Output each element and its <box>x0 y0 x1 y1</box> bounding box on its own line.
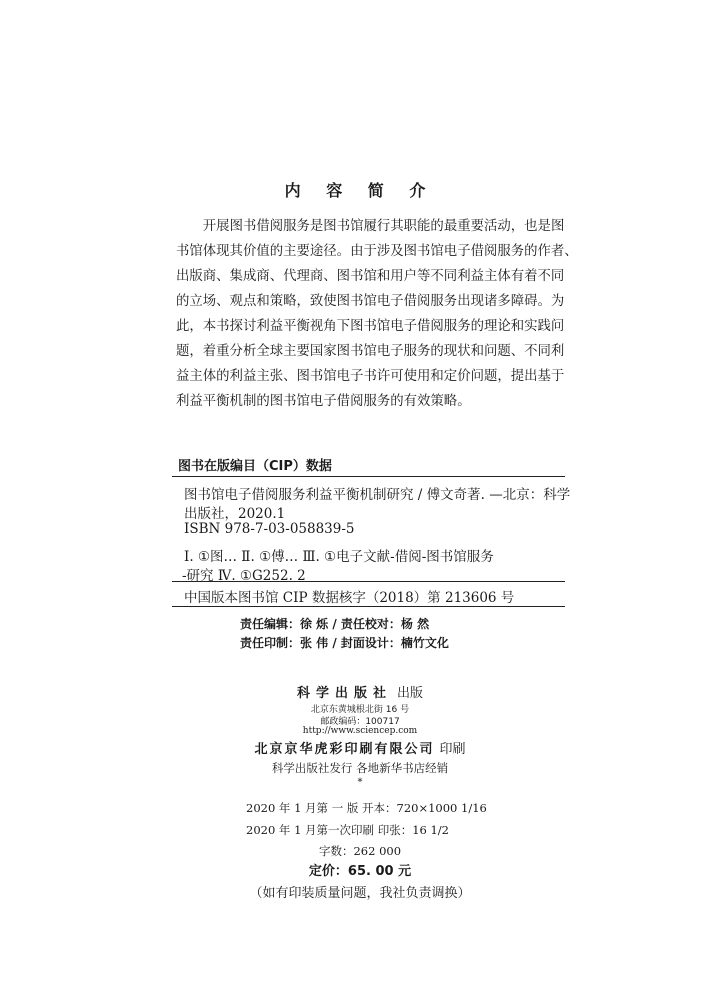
staff-editors: 责任编辑：徐 烁 / 责任校对：杨 然 <box>240 617 430 631</box>
summary-paragraph <box>176 214 578 414</box>
printer-line <box>0 738 720 757</box>
cip-bottom-rule <box>172 606 565 607</box>
staff-printing-cover: 责任印制：张 伟 / 封面设计：楠竹文化 <box>240 636 449 650</box>
cip-record-line: 图书馆电子借阅服务利益平衡机制研究 / 傅文奇著. —北京：科学 <box>184 487 571 503</box>
edition-line: 2020 年 1 月第 一 版 开本：720×1000 1/16 <box>246 801 487 815</box>
publisher-address: 北京东黄城根北街 16 号 <box>310 705 410 715</box>
quality-notice: （如有印装质量问题，我社负责调换） <box>249 886 471 901</box>
publisher-postcode: 邮政编码：100717 <box>320 717 400 727</box>
summary-title: 内 容 简 介 <box>284 181 436 200</box>
cip-classification: -研究 Ⅳ. ①G252. 2 <box>182 568 306 584</box>
cip-top-rule <box>172 476 565 477</box>
printing-line: 2020 年 1 月第一次印刷 印张：16 1/2 <box>246 823 450 837</box>
summary-line: 利益平衡机制的图书馆电子借阅服务的有效策略。 <box>176 394 471 409</box>
cip-mid-rule <box>172 581 565 582</box>
summary-line: 出版商、集成商、代理商、图书馆和用户等不同利益主体有着不同 <box>176 269 565 284</box>
cip-record-line: 出版社，2020.1 <box>184 506 286 522</box>
separator-asterisk: * <box>357 777 363 788</box>
distribution-line: 科学出版社发行 各地新华书店经销 <box>271 761 449 775</box>
publisher-website: http://www.sciencep.com <box>302 726 418 736</box>
cip-isbn: ISBN 978-7-03-058839-5 <box>184 521 355 537</box>
summary-line: 书馆体现其价值的主要途径。由于涉及图书馆电子借阅服务的作者、 <box>176 244 578 259</box>
summary-line: 开展图书借阅服务是图书馆履行其职能的最重要活动，也是图 <box>202 219 565 234</box>
summary-line: 的立场、观点和策略，致使图书馆电子借阅服务出现诸多障碍。为 <box>176 294 565 309</box>
printer-name: 北京京华虎彩印刷有限公司 <box>254 742 435 757</box>
publisher-line <box>0 682 720 701</box>
summary-line: 益主体的利益主张、图书馆电子书许可使用和定价问题，提出基于 <box>176 369 565 384</box>
cip-classification: Ⅰ. ①图… Ⅱ. ①傅… Ⅲ. ①电子文献-借阅-图书馆服务 <box>184 549 494 565</box>
printer-suffix: 印刷 <box>439 742 466 757</box>
cip-heading: 图书在版编目（CIP）数据 <box>178 459 332 474</box>
cip-number: 中国版本图书馆 CIP 数据核字（2018）第 213606 号 <box>184 590 515 606</box>
price: 定价：65. 00 元 <box>308 864 412 879</box>
publisher-name: 科学出版社 <box>296 686 392 701</box>
summary-line: 题，着重分析全球主要国家图书馆电子服务的现状和问题、不同利 <box>176 344 565 359</box>
summary-line: 此，本书探讨利益平衡视角下图书馆电子借阅服务的理论和实践问 <box>176 319 565 334</box>
word-count: 字数：262 000 <box>318 844 402 858</box>
publisher-suffix: 出版 <box>397 686 424 701</box>
